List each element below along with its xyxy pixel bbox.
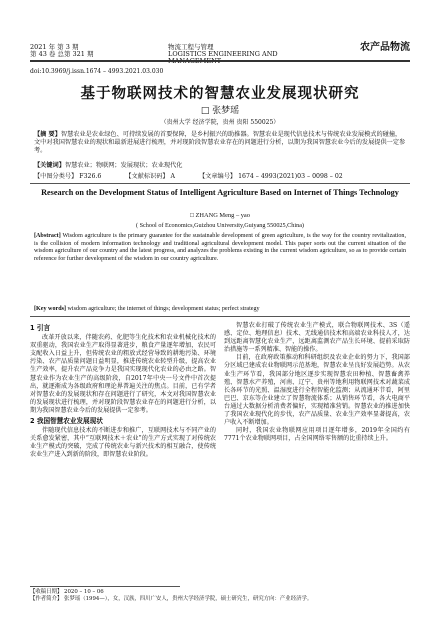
paragraph: 改革开放以来，伴随农药、化肥等生化技术和农业机械化技术的双重驱动，我国农业生产取得显著进步，粮食产量逐年增加，农民可支配收入日益上升，但传统农业的粗放式经营导致的耕地污染、环境污染、农产品质量问题日益明显，推进传统农业转型升级，提高农业生产效率，提升农产品竞争力是我国实现现代化农业的必由之路。智慧农业作为农业生产的高级阶段，自2017年中央一号文件中首次提出，就逐渐成为各级政府和理论界普遍关注的焦点。目前，已有学者对智慧农业的发展现状和存在问题进行了研究，本文对我国智慧农业的发展现状进行梳理，并对现阶段智慧农业存在的问题进行分析，以期为我国智慧农业今后的发展提供一定参考。 [30, 334, 216, 414]
keywords-zh-text: 智慧农业；物联网；发展现状；农业现代化 [64, 162, 183, 169]
english-abstract [34, 233, 406, 263]
english-keywords [34, 306, 406, 312]
doi: doi:10.3969/j.issn.1674 – 4993.2021.03.030 [30, 68, 164, 75]
divider [30, 183, 410, 184]
volume: 第 43 卷 总第 321 期 [30, 50, 94, 58]
year-issue: 2021 年 第 3 期 [30, 43, 79, 51]
abstract-zh-label: 【摘 要】 [34, 131, 61, 138]
abstract-zh-text: 智慧农业是农业绿色、可持续发展的首要保障，是乡村振兴的助推器。智慧农业是现代信息技术与传统农业发展模式的碰撞，文中对我国智慧农业的现状和最新进展进行梳理，并对现阶段智慧农业存在的问题进行分析，以期为我国智慧农业今后的发展提供一定参考。 [34, 131, 406, 155]
paragraph: 同时，我国农业物联网应用项目逐年增多，2019年全国约有7771个农业物联网项目，占全国网络零售额的比重持续上升。 [224, 427, 410, 443]
issue-info [30, 44, 170, 58]
clc-number: 【中图分类号】 F326.6 [34, 173, 102, 180]
english-author: □ ZHANG Meng – yao [190, 212, 250, 219]
document-code: 【文献标识码】 A [125, 173, 176, 180]
footnote [30, 589, 410, 603]
classification-info [34, 171, 406, 180]
author: □ 张梦瑶 [200, 106, 240, 116]
column-name: 农产品物流 [360, 42, 410, 53]
english-abstract-text: Wisdom agriculture is the primary guarantee for the sustainable development of green agriculture, is the way for the country revitalization, is the collision of modern information technology and traditional agricultural development model. This paper sorts out the current situation of the wisdom agriculture of our country and the latest progress, and analyzes the problems existing in the current wisdom agriculture, so as to provide certain reference for further development of the wisdom in our country agriculture. [34, 233, 406, 262]
english-abstract-label: [Abstract] [34, 233, 61, 239]
received-date: 【收稿日期】 2020 – 10 – 06 [30, 589, 104, 595]
footnote-divider [30, 586, 180, 587]
keywords-zh-label: 【关键词】 [34, 162, 65, 169]
journal-name-en: LOGISTICS ENGINEERING AND MANAGEMENT [168, 50, 278, 65]
paragraph: 目前，在政府政策推动和科研组织及农业企业的努力下，我国部分区域已建成农业物联网示范基地，智慧农业呈良好发展趋势。从农业生产环节看，我国部分地区逐步实现智慧农田种植、智慧畜禽养殖、智慧水产养殖，河南、辽宁、贵州等地利用物联网技术对蔬菜成长各环节的光照、温湿度进行全程智能化监测；从流通环节看，阿里巴巴、京东等企业建立了智慧物流体系；从销售环节看，各大电商平台通过大数据分析消费者偏好，实现精准营销。智慧农业的推进加快了我国农业现代化的步伐，农产品质量、农业生产效率显著提高，农户收入不断增加。 [224, 354, 410, 427]
english-title: Research on the Development Status of Intelligent Agriculture Based on Internet of Things Technology [41, 188, 399, 197]
english-keywords-text: wisdom agriculture; the internet of things; development status; perfect strategy [67, 306, 260, 312]
paper-title: 基于物联网技术的智慧农业发展现状研究 [80, 86, 360, 102]
abstract-zh [34, 131, 406, 156]
body-column-right [224, 322, 410, 443]
paragraph: 伴随现代信息技术的不断进步和推广，互联网技术与不同产业的关系愈发紧密，其中“互联网技术＋农业”的生产方式实现了对传统农业生产模式的突破，完成了传统农业与新兴技术的相互融合，使传统农业生产进入到新的阶段，即智慧农业阶段。 [30, 427, 216, 459]
affiliation: （贵州大学 经济学院，贵州 贵阳 550025） [160, 119, 280, 126]
section-heading: 2 我国智慧农业发展现状 [30, 417, 103, 426]
author-bio: 【作者简介】 张梦瑶（1994—），女，汉族，四川广安人，贵州大学经济学院，硕士研究生，研究方向：产业经济学。 [30, 596, 313, 602]
journal-name-zh: 物流工程与管理 [168, 43, 214, 51]
english-affiliation: ( School of Economics,Guizhou University,Guiyang 550025,China) [135, 222, 304, 229]
section-heading: 1 引言 [30, 324, 51, 332]
running-header [30, 42, 410, 65]
paragraph: 智慧农业打破了传统农业生产模式，联合物联网技术、3S（遥感、定位、地理信息）技术、无线通信技术和高端农业科技人才，达到远距离智慧化农业生产，远距离监测农产品生长环境、提前采取防治措施等一系列精准、智能的操作。 [224, 322, 410, 354]
body-column-left [30, 322, 216, 460]
header-divider [30, 60, 410, 62]
divider [30, 316, 410, 317]
english-keywords-label: [Key words] [34, 306, 66, 312]
article-number: 【文章编号】 1674 – 4993(2021)03 – 0098 – 02 [198, 173, 343, 180]
keywords-zh [34, 160, 406, 169]
